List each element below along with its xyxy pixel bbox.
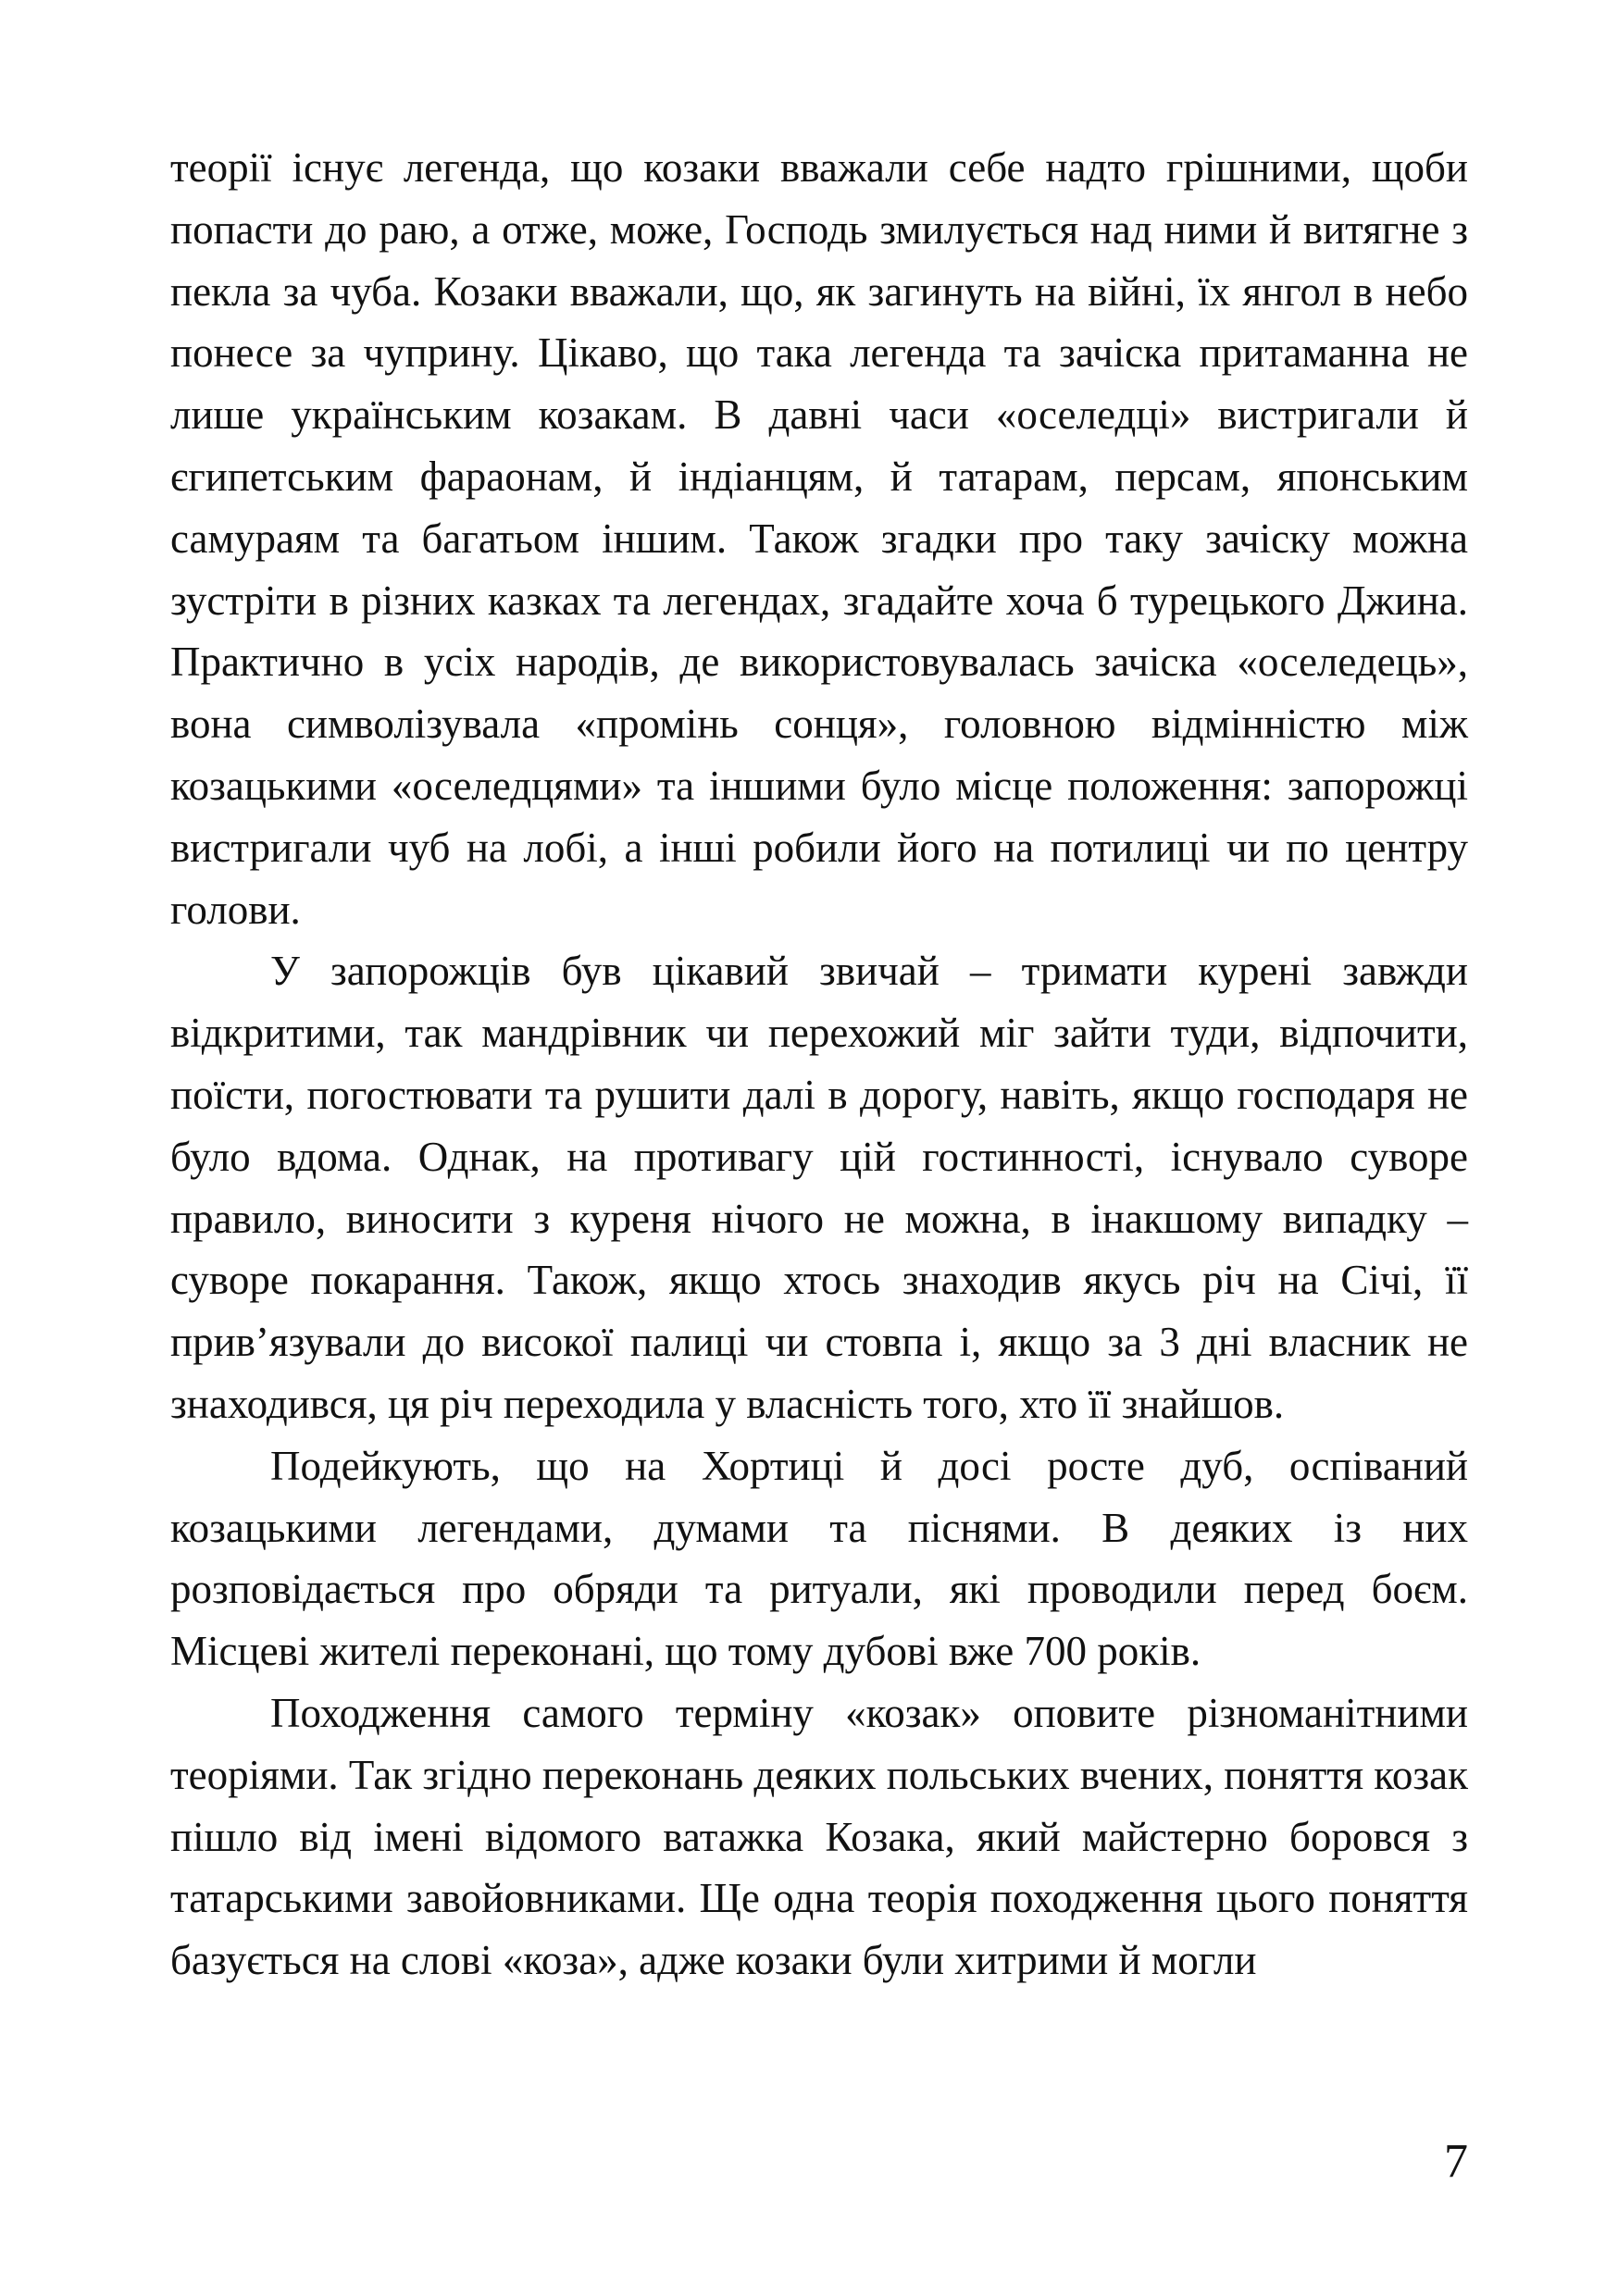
body-text [170,137,1468,1992]
page-number: 7 [1444,2135,1468,2188]
paragraph-khortytsia-oak: Подейкують, що на Хортиці й досі росте дуб, оспіваний козацькими легендами, думами та піснями. В деяких із них розповідається про обряди та ритуали, які проводили перед боєм. Місцеві жителі переконані, що тому дубові вже 700 років. [170,1442,1468,1675]
paragraph-kureni-custom: У запорожців був цікавий звичай – тримати курені завжди відкритими, так мандрівник чи перехожий міг зайти туди, відпочити, поїсти, погостювати та рушити далі в дорогу, навіть, якщо господаря не було вдома. Однак, на противагу цій гостинності, існувало суворе правило, виносити з куреня нічого не можна, в інакшому випадку – суворе покарання. Також, якщо хтось знаходив якусь річ на Січі, її прив’язували до високої палиці чи стовпа і, якщо за 3 дні власник не знаходився, ця річ переходила у власність того, хто її знайшов. [170,948,1468,1427]
paragraph-continuation: теорії існує легенда, що козаки вважали себе надто грішними, щоби попасти до раю, а отже, може, Господь змилується над ними й витягне з пекла за чуба. Козаки вважали, що, як загинуть на війні, їх янгол в небо понесе за чуприну. Цікаво, що така легенда та зачіска притаманна не лише українським козакам. В давні часи «оселедці» вистригали й єгипетським фараонам, й індіанцям, й татарам, персам, японським самураям та багатьом іншим. Також згадки про таку зачіску можна зустріти в різних казках та легендах, згадайте хоча б турецького Джина. Практично в усіх народів, де використовувалась зачіска «оселедець», вона символізувала «промінь сонця», головною відмінністю між козацькими «оселедцями» та іншими було місце положення: запорожці вистригали чуб на лобі, а інші робили його на потилиці чи по центру голови. [170,144,1468,933]
paragraph-term-origin: Походження самого терміну «козак» оповите різноманітними теоріями. Так згідно переконань деяких польських вчених, поняття козак пішло від імені відомого ватажка Козака, який майстерно боровся з татарськими завойовниками. Ще одна теорія походження цього поняття базується на слові «коза», адже козаки були хитрими й могли [170,1689,1468,1984]
